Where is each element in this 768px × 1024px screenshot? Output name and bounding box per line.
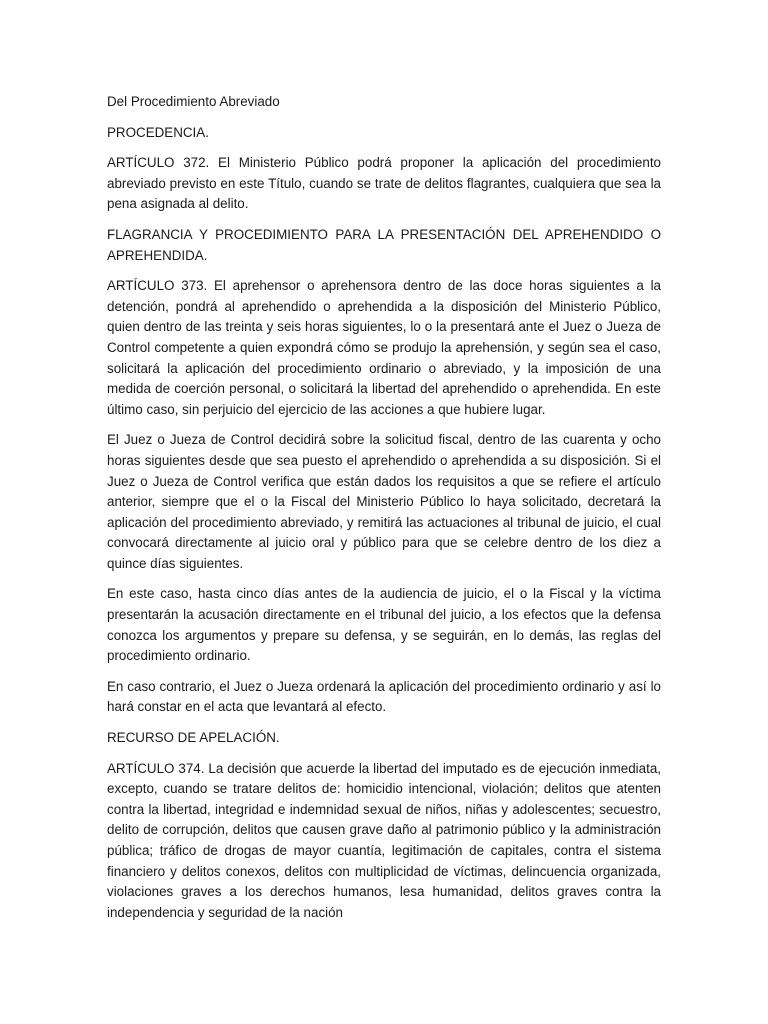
paragraph-en-este-caso: En este caso, hasta cinco días antes de la audiencia de juicio, el o la Fiscal y la víctima presentarán la acusación directamente en el tribunal del juicio, a los efectos que la defensa conozca los argumentos y prepare su defensa, y se seguirán, en lo demás, las reglas del procedimiento ordinario. — [107, 586, 661, 664]
paragraph-juez-control: El Juez o Jueza de Control decidirá sobre la solicitud fiscal, dentro de las cuarenta y ocho horas siguientes desde que sea puesto el aprehendido o aprehendida a su disposición. Si el Juez o Jueza de Control verifica que están dados los requisitos a que se refiere el artículo anterior, siempre que el o la Fiscal del Ministerio Público lo haya solicitado, decretará la aplicación del procedimiento abreviado, y remitirá las actuaciones al tribunal de juicio, el cual convocará directamente al juicio oral y público para que se celebre dentro de los diez a quince días siguientes. — [107, 432, 661, 571]
document-body — [107, 92, 661, 933]
article-372: ARTÍCULO 372. El Ministerio Público podrá proponer la aplicación del procedimiento abreviado previsto en este Título, cuando se trate de delitos flagrantes, cualquiera que sea la pena asignada al delito. — [107, 155, 661, 212]
paragraph-caso-contrario: En caso contrario, el Juez o Jueza ordenará la aplicación del procedimiento ordinario y así lo hará constar en el acta que levantará al efecto. — [107, 678, 661, 715]
article-373: ARTÍCULO 373. El aprehensor o aprehensora dentro de las doce horas siguientes a la detención, pondrá al aprehendido o aprehendida a la disposición del Ministerio Público, quien dentro de las treinta y seis horas siguientes, lo o la presentará ante el Juez o Jueza de Control competente a quien expondrá cómo se produjo la aprehensión, y según sea el caso, solicitará la aplicación del procedimiento ordinario o abreviado, y la imposición de una medida de coerción personal, o solicitará la libertad del aprehendido o aprehendida. En este último caso, sin perjuicio del ejercicio de las acciones a que hubiere lugar. — [107, 278, 661, 417]
section-heading-recurso: RECURSO DE APELACIÓN. — [107, 730, 280, 746]
section-heading-procedencia: PROCEDENCIA. — [107, 124, 209, 140]
article-374: ARTÍCULO 374. La decisión que acuerde la libertad del imputado es de ejecución inmediata, excepto, cuando se tratare delitos de: homicidio intencional, violación; delitos que atenten contra la libertad, integridad e indemnidad sexual de niños, niñas y adolescentes; secuestro, delito de corrupción, delitos que causen grave daño al patrimonio público y la administración pública; tráfico de drogas de mayor cuantía, legitimación de capitales, contra el sistema financiero y delitos conexos, delitos con multiplicidad de víctimas, delincuencia organizada, violaciones graves a los derechos humanos, lesa humanidad, delitos graves contra la independencia y seguridad de la nación — [107, 760, 661, 920]
section-heading-flagrancia: FLAGRANCIA Y PROCEDIMIENTO PARA LA PRESENTACIÓN DEL APREHENDIDO O APREHENDIDA. — [107, 226, 661, 263]
document-title: Del Procedimiento Abreviado — [107, 94, 280, 109]
